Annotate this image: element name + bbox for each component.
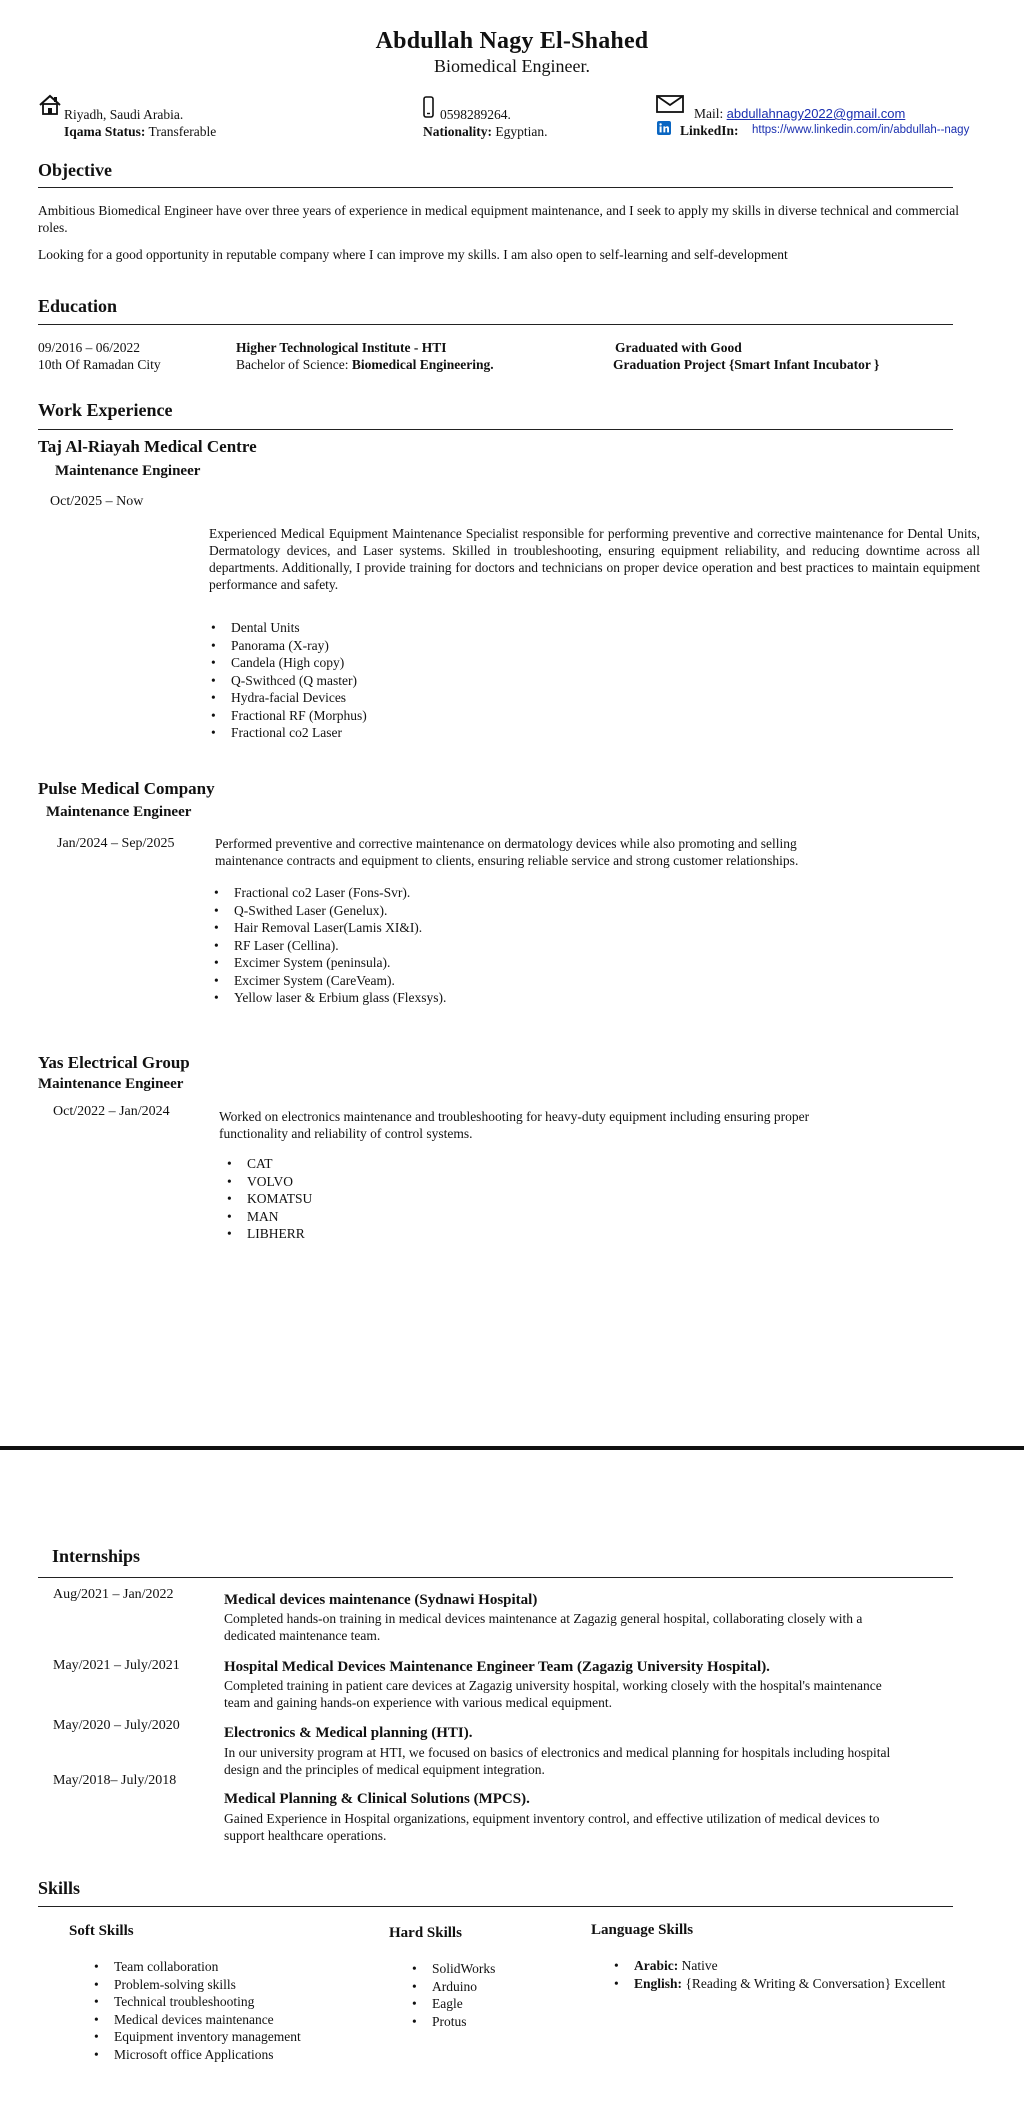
job-equipment-list: [209, 619, 367, 742]
soft-skills-list: [92, 1958, 301, 2063]
objective-heading: Objective: [38, 160, 112, 180]
list-item: • KOMATSU: [225, 1190, 312, 1208]
objective-paragraph-1: Ambitious Biomedical Engineer have over three years of experience in medical equipment maintenance, and I seek to apply my skills in diverse technical and commercial roles.: [38, 203, 960, 235]
list-item: • Q-Swithed Laser (Genelux).: [212, 902, 446, 920]
language-name: English:: [634, 1975, 683, 1991]
job-dates: Jan/2024 – Sep/2025: [57, 836, 175, 851]
internship-description: Gained Experience in Hospital organizations, equipment inventory control, and effective utilization of medical devices to support healthcare operations.: [224, 1811, 880, 1843]
linkedin-link[interactable]: https://www.linkedin.com/in/abdullah--nagy: [752, 124, 970, 136]
list-item: • Microsoft office Applications: [92, 2046, 301, 2064]
divider: [38, 1577, 953, 1578]
list-item: • SolidWorks: [410, 1960, 495, 1978]
internship-title: Medical devices maintenance (Sydnawi Hospital): [224, 1592, 538, 1608]
education-project: Graduation Project {Smart Infant Incubator }: [613, 357, 880, 372]
job-description: Experienced Medical Equipment Maintenance Specialist responsible for performing preventive and corrective maintenance for Dental Units, Dermatology devices, and Laser systems. Skilled in troubleshooting, ensuring equipment reliability, and reducing downtime across all departments. Additionally, I provide training for doctors and technicians on proper device operation and best practices to maintain equipment performance and safety.: [209, 526, 980, 592]
mail-label: Mail:: [694, 106, 724, 121]
job-company: Yas Electrical Group: [38, 1053, 190, 1072]
list-item: • Protus: [410, 2013, 495, 2031]
mail-icon: [656, 95, 684, 113]
education-institute: Higher Technological Institute - HTI: [236, 340, 447, 355]
list-item: • Q-Swithced (Q master): [209, 672, 367, 690]
list-item: • Excimer System (CareVeam).: [212, 972, 446, 990]
language-name: Arabic:: [634, 1958, 679, 1973]
divider: [38, 1906, 953, 1907]
internship-description: In our university program at HTI, we focused on basics of electronics and medical planning for hospitals including hospital design and the principles of medical equipment integration.: [224, 1745, 891, 1777]
page-break-divider: [0, 1446, 1024, 1450]
list-item: • Fractional co2 Laser (Fons-Svr).: [212, 884, 446, 902]
language-skills-list: [612, 1957, 945, 1992]
education-degree: [236, 356, 494, 373]
nationality-label: Nationality:: [423, 124, 492, 139]
internship-dates: May/2020 – July/2020: [53, 1718, 180, 1733]
list-item: • Hydra-facial Devices: [209, 689, 367, 707]
linkedin-icon: [657, 121, 671, 135]
list-item: • RF Laser (Cellina).: [212, 937, 446, 955]
language-level: {Reading & Writing & Conversation} Excellent: [685, 1975, 946, 1991]
degree-value: Biomedical Engineering.: [351, 357, 494, 372]
mail-link[interactable]: abdullahnagy2022@gmail.com: [726, 106, 906, 121]
internship-dates: May/2021 – July/2021: [53, 1658, 180, 1673]
job-role: Maintenance Engineer: [38, 1076, 184, 1092]
divider: [38, 187, 953, 188]
list-item: • Hair Removal Laser(Lamis XI&I).: [212, 919, 446, 937]
education-dates: 09/2016 – 06/2022: [38, 340, 141, 355]
job-brand-list: [225, 1155, 312, 1243]
list-item: • Candela (High copy): [209, 654, 367, 672]
job-dates: Oct/2025 – Now: [50, 494, 144, 509]
list-item: • Yellow laser & Erbium glass (Flexsys).: [212, 989, 446, 1007]
list-item: • Panorama (X-ray): [209, 637, 367, 655]
list-item: • MAN: [225, 1208, 312, 1226]
degree-prefix: Bachelor of Science:: [236, 357, 349, 372]
job-role: Maintenance Engineer: [55, 463, 201, 479]
work-heading: Work Experience: [38, 400, 173, 420]
internship-description: Completed training in patient care devices at Zagazig university hospital, working closely with the hospital's maintenance team and gaining hands-on experience with various medical equipment.: [224, 1678, 882, 1710]
home-icon: [38, 94, 62, 116]
soft-skills-heading: Soft Skills: [69, 1923, 134, 1939]
divider: [38, 324, 953, 325]
education-graduated: Graduated with Good: [615, 340, 742, 355]
internship-dates: Aug/2021 – Jan/2022: [53, 1587, 174, 1602]
nationality-value: Egyptian.: [495, 124, 548, 139]
list-item: [612, 1975, 945, 1993]
list-item: • VOLVO: [225, 1173, 312, 1191]
resume-title: Biomedical Engineer.: [434, 56, 590, 76]
list-item: [612, 1957, 945, 1975]
contact-linkedin-label: [680, 122, 739, 139]
contact-phone[interactable]: 0598289264.: [440, 107, 511, 122]
objective-paragraph-2: Looking for a good opportunity in reputable company where I can improve my skills. I am also open to self-learning and self-development: [38, 247, 788, 262]
list-item: • Fractional co2 Laser: [209, 724, 367, 742]
list-item: • Medical devices maintenance: [92, 2011, 301, 2029]
list-item: • Technical troubleshooting: [92, 1993, 301, 2011]
education-heading: Education: [38, 296, 118, 316]
iqama-value: Transferable: [148, 124, 217, 139]
contact-iqama: [64, 123, 216, 140]
language-level: Native: [681, 1958, 718, 1973]
list-item: • Arduino: [410, 1978, 495, 1996]
list-item: • Problem-solving skills: [92, 1976, 301, 1994]
internship-description: Completed hands-on training in medical devices maintenance at Zagazig general hospital, collaborating closely with a dedicated maintenance team.: [224, 1611, 863, 1643]
list-item: • Fractional RF (Morphus): [209, 707, 367, 725]
list-item: • Excimer System (peninsula).: [212, 954, 446, 972]
list-item: • Equipment inventory management: [92, 2028, 301, 2046]
hard-skills-heading: Hard Skills: [389, 1925, 462, 1941]
divider: [38, 429, 953, 430]
list-item: • LIBHERR: [225, 1225, 312, 1243]
contact-mail: [694, 105, 905, 122]
linkedin-label: LinkedIn:: [680, 123, 739, 138]
skills-heading: Skills: [38, 1878, 81, 1898]
job-description: Worked on electronics maintenance and troubleshooting for heavy-duty equipment including ensuring proper functionality and reliability of control systems.: [219, 1109, 810, 1141]
job-equipment-list: [212, 884, 446, 1007]
iqama-label: Iqama Status:: [64, 124, 146, 139]
language-skills-heading: Language Skills: [591, 1922, 694, 1938]
job-role: Maintenance Engineer: [46, 804, 192, 820]
list-item: • CAT: [225, 1155, 312, 1173]
job-company: Pulse Medical Company: [38, 779, 215, 798]
resume-name: Abdullah Nagy El-Shahed: [375, 28, 649, 54]
hard-skills-list: [410, 1960, 495, 2030]
internships-heading: Internships: [52, 1546, 141, 1566]
internship-title: Electronics & Medical planning (HTI).: [224, 1725, 473, 1741]
list-item: • Eagle: [410, 1995, 495, 2013]
list-item: • Dental Units: [209, 619, 367, 637]
contact-location: Riyadh, Saudi Arabia.: [64, 107, 184, 122]
list-item: • Team collaboration: [92, 1958, 301, 1976]
internship-dates: May/2018– July/2018: [53, 1773, 177, 1788]
internship-title: Hospital Medical Devices Maintenance Engineer Team (Zagazig University Hospital).: [224, 1659, 770, 1675]
job-company: Taj Al-Riayah Medical Centre: [38, 437, 257, 456]
phone-icon: [423, 96, 434, 118]
job-dates: Oct/2022 – Jan/2024: [53, 1104, 170, 1119]
contact-nationality: [423, 123, 548, 140]
job-description: Performed preventive and corrective maintenance on dermatology devices while also promoting and selling maintenance contracts and equipment to clients, ensuring reliable service and strong customer relationships.: [215, 836, 799, 868]
education-city: 10th Of Ramadan City: [38, 357, 161, 372]
internship-title: Medical Planning & Clinical Solutions (MPCS).: [224, 1791, 530, 1807]
